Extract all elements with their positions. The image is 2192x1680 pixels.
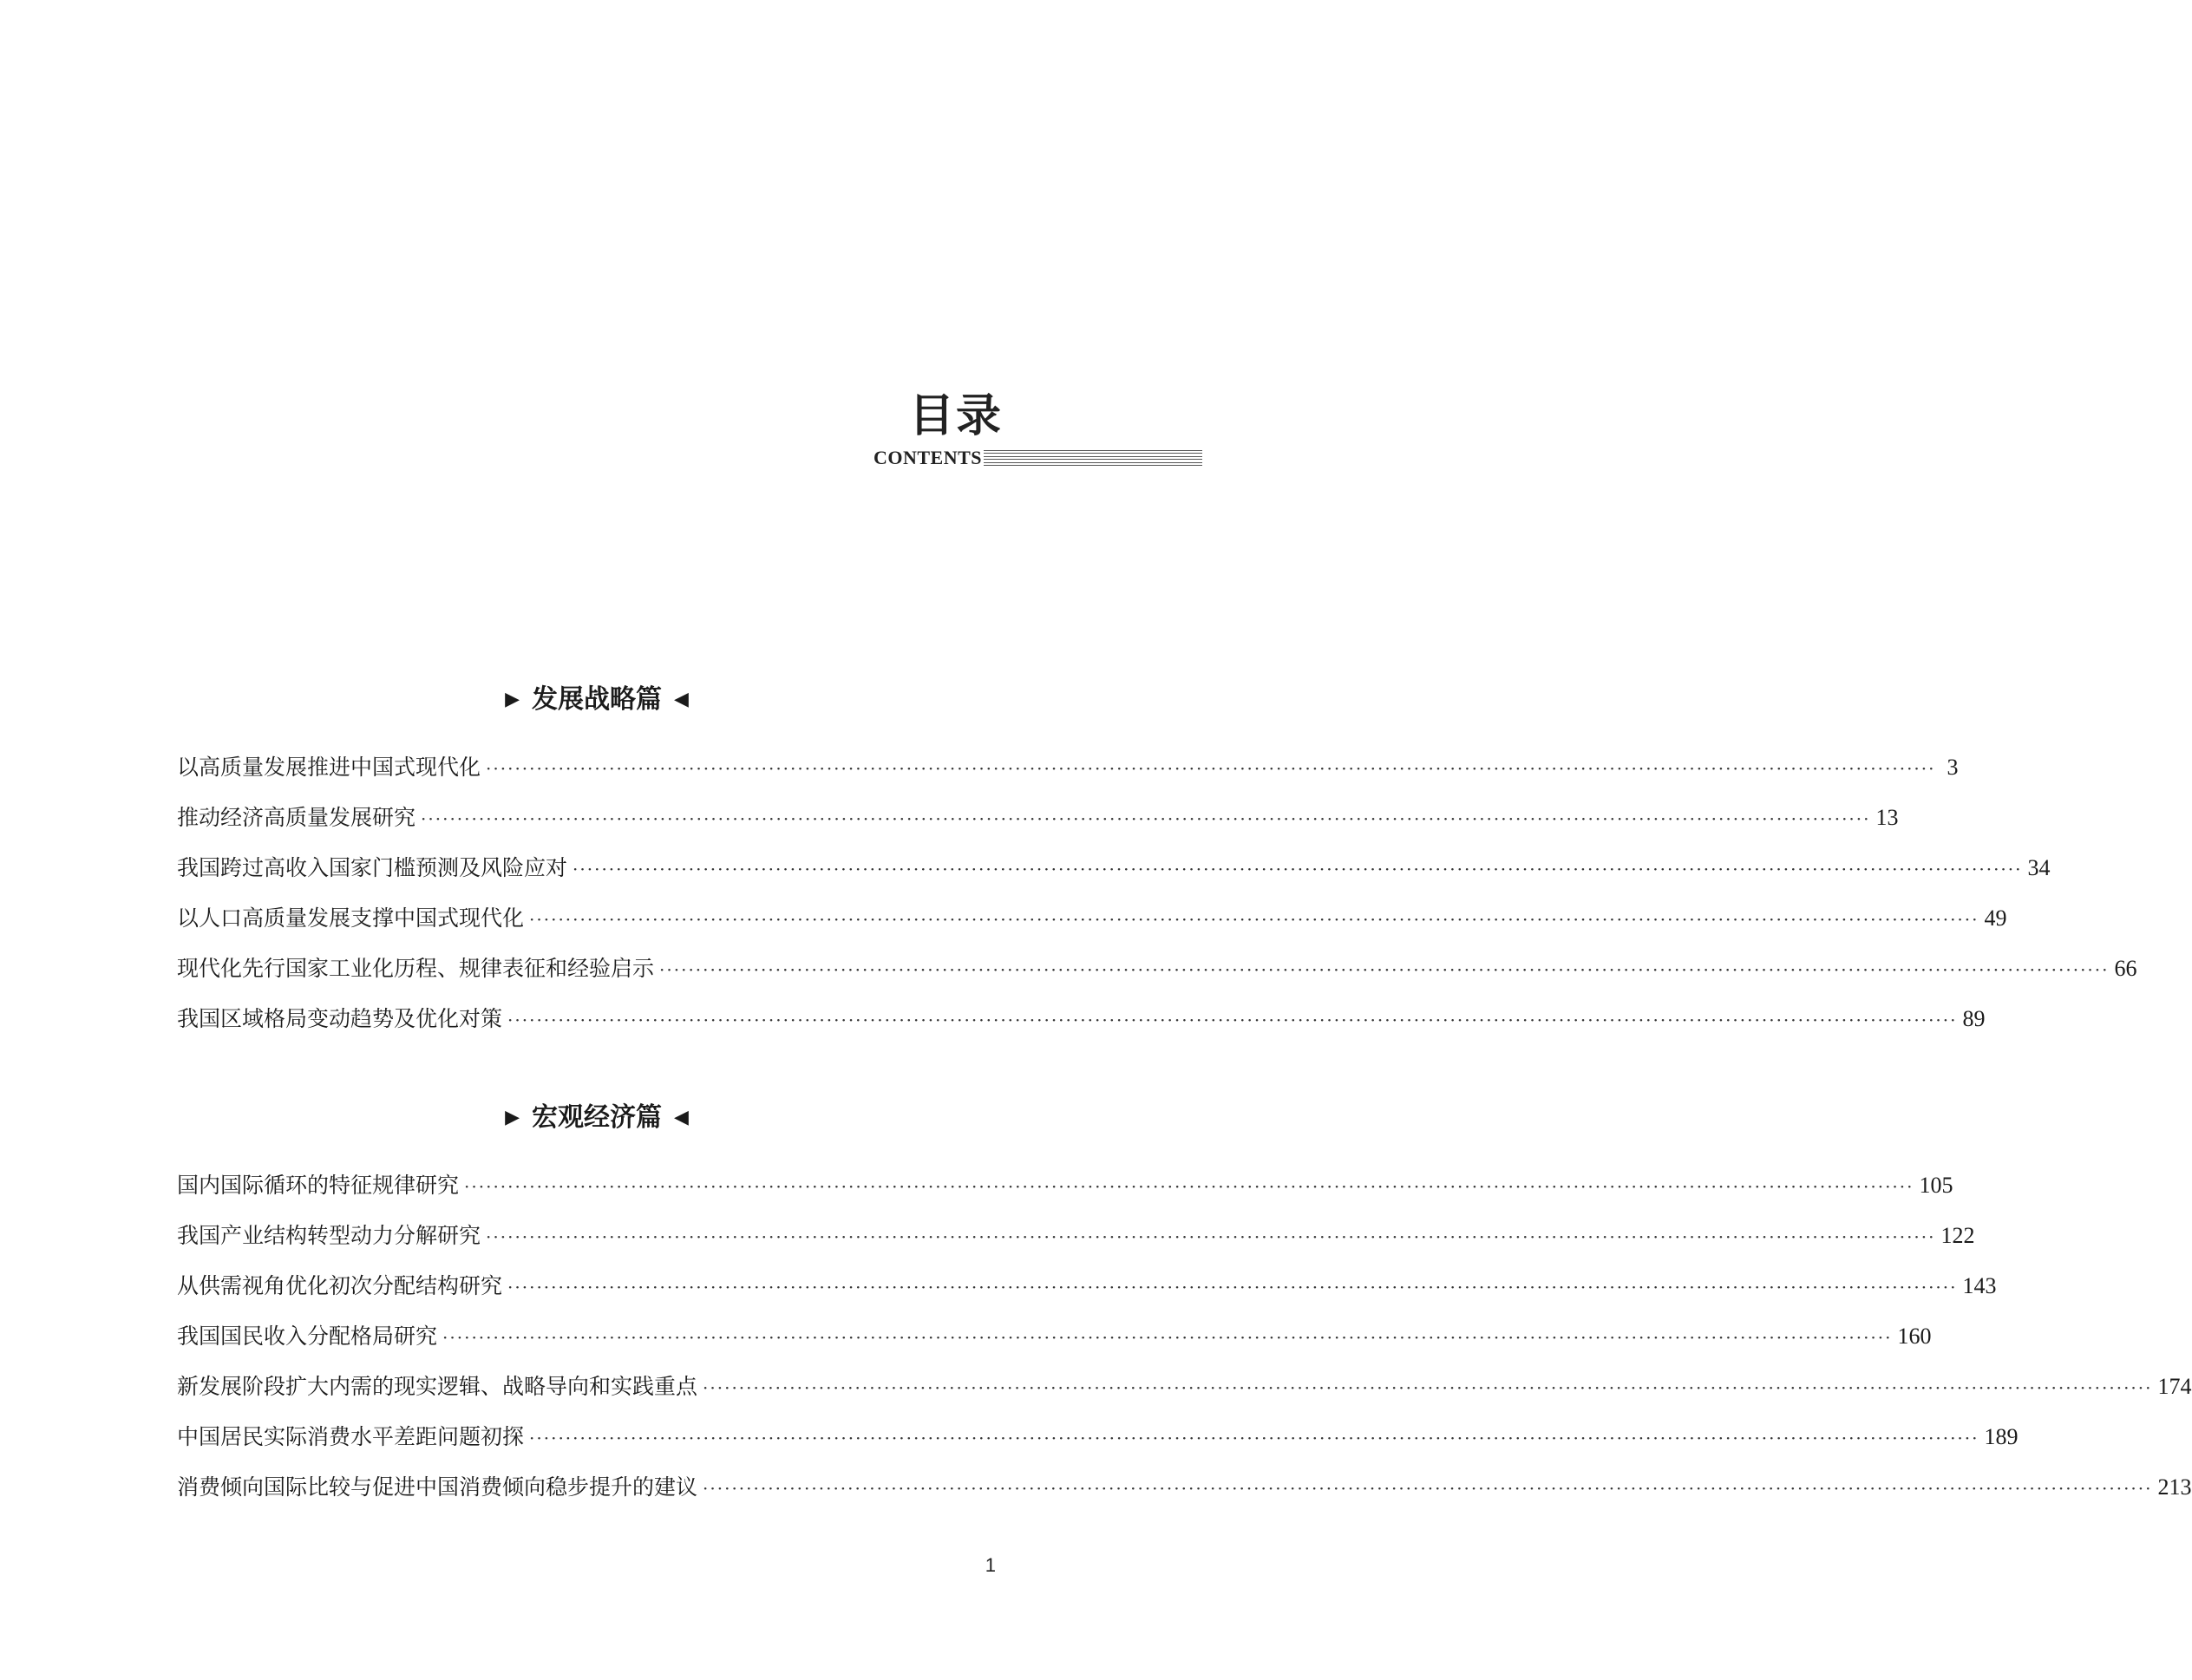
toc-leader-dots: ········································································································································································································ xyxy=(529,1428,1979,1448)
toc-entry-title: 我国国民收入分配格局研究 xyxy=(177,1324,438,1349)
toc-entry[interactable] xyxy=(177,1221,1975,1271)
toc-entry-list xyxy=(177,1171,2192,1523)
toc-entry[interactable] xyxy=(177,1372,2192,1422)
section-heading xyxy=(177,682,1017,716)
toc-entry-title: 中国居民实际消费水平差距问题初探 xyxy=(177,1424,525,1449)
page-number: 1 xyxy=(985,1554,996,1576)
toc-entry[interactable] xyxy=(177,954,2137,1004)
triangle-right-icon: ▶ xyxy=(505,688,520,710)
toc-entry[interactable] xyxy=(177,1422,2019,1473)
toc-entry-page: 89 xyxy=(1962,1006,1986,1031)
contents-title-en-row xyxy=(874,448,1202,468)
toc-entry-title: 现代化先行国家工业化历程、规律表征和经验启示 xyxy=(177,956,655,981)
toc-entry[interactable] xyxy=(177,904,2007,954)
section-heading xyxy=(177,1100,1017,1134)
toc-entry-page: 3 xyxy=(1947,755,1959,780)
toc-entry-title: 以人口高质量发展支撑中国式现代化 xyxy=(177,905,525,931)
toc-leader-dots: ········································································································································································································ xyxy=(529,909,1979,930)
toc-leader-dots: ········································································································································································································ xyxy=(659,959,2110,980)
toc-entry[interactable] xyxy=(177,853,2051,904)
toc-leader-dots: ········································································································································································································ xyxy=(486,1226,1936,1247)
toc-entry-page: 66 xyxy=(2114,956,2137,981)
toc-leader-dots: ········································································································································································································ xyxy=(486,758,1936,779)
contents-title-cn: 目录 xyxy=(908,389,1003,442)
toc-section-development-strategy xyxy=(177,682,2137,1055)
toc-leader-dots: ········································································································································································································ xyxy=(703,1377,2153,1398)
toc-entry-page: 174 xyxy=(2157,1374,2192,1399)
toc-entry[interactable] xyxy=(177,753,1959,803)
toc-leader-dots: ········································································································································································································ xyxy=(703,1478,2153,1499)
toc-entry-title: 我国区域格局变动趋势及优化对策 xyxy=(177,1006,503,1031)
toc-leader-dots: ········································································································································································································ xyxy=(507,1010,1958,1030)
toc-entry-page: 189 xyxy=(1984,1424,2019,1449)
toc-entry-page: 122 xyxy=(1940,1223,1975,1248)
contents-title-en: CONTENTS xyxy=(873,447,982,468)
toc-entry-title: 我国产业结构转型动力分解研究 xyxy=(177,1223,481,1248)
toc-entry[interactable] xyxy=(177,1271,1997,1322)
toc-entry-page: 34 xyxy=(2027,855,2051,880)
toc-entry-page: 160 xyxy=(1897,1324,1932,1349)
toc-entry-title: 以高质量发展推进中国式现代化 xyxy=(177,755,481,780)
toc-entry-page: 143 xyxy=(1962,1273,1997,1298)
toc-entry-title: 消费倾向国际比较与促进中国消费倾向稳步提升的建议 xyxy=(177,1474,698,1500)
triangle-left-icon: ◀ xyxy=(674,688,689,710)
toc-entry-title: 新发展阶段扩大内需的现实逻辑、战略导向和实践重点 xyxy=(177,1374,698,1399)
toc-entry-page: 13 xyxy=(1875,805,1899,830)
toc-entry-title: 我国跨过高收入国家门槛预测及风险应对 xyxy=(177,855,568,880)
section-heading-label: 宏观经济篇 xyxy=(532,1102,662,1133)
toc-entry-title: 国内国际循环的特征规律研究 xyxy=(177,1173,460,1198)
toc-entry-page: 49 xyxy=(1984,905,2007,931)
toc-entry[interactable] xyxy=(177,1004,1986,1055)
contents-title-block xyxy=(0,390,1202,477)
toc-entry-list xyxy=(177,753,2137,1055)
toc-leader-dots: ········································································································································································································ xyxy=(573,859,2023,879)
toc-leader-dots: ········································································································································································································ xyxy=(421,808,1871,829)
toc-leader-dots: ········································································································································································································ xyxy=(507,1277,1958,1298)
table-of-contents xyxy=(177,682,2192,1523)
toc-entry-title: 从供需视角优化初次分配结构研究 xyxy=(177,1273,503,1298)
toc-entry[interactable] xyxy=(177,1171,1953,1221)
toc-leader-dots: ········································································································································································································ xyxy=(464,1176,1914,1197)
toc-entry[interactable] xyxy=(177,1473,2192,1523)
toc-section-macroeconomy xyxy=(177,1100,2192,1523)
toc-entry-page: 213 xyxy=(2157,1474,2192,1500)
triangle-right-icon: ▶ xyxy=(505,1106,520,1128)
toc-leader-dots: ········································································································································································································ xyxy=(442,1327,1893,1348)
toc-entry-page: 105 xyxy=(1919,1173,1953,1198)
toc-entry-title: 推动经济高质量发展研究 xyxy=(177,805,416,830)
triangle-left-icon: ◀ xyxy=(674,1106,689,1128)
toc-entry[interactable] xyxy=(177,1322,1932,1372)
toc-entry[interactable] xyxy=(177,803,1899,853)
title-decorative-rules xyxy=(984,450,1202,466)
section-heading-label: 发展战略篇 xyxy=(532,684,662,715)
